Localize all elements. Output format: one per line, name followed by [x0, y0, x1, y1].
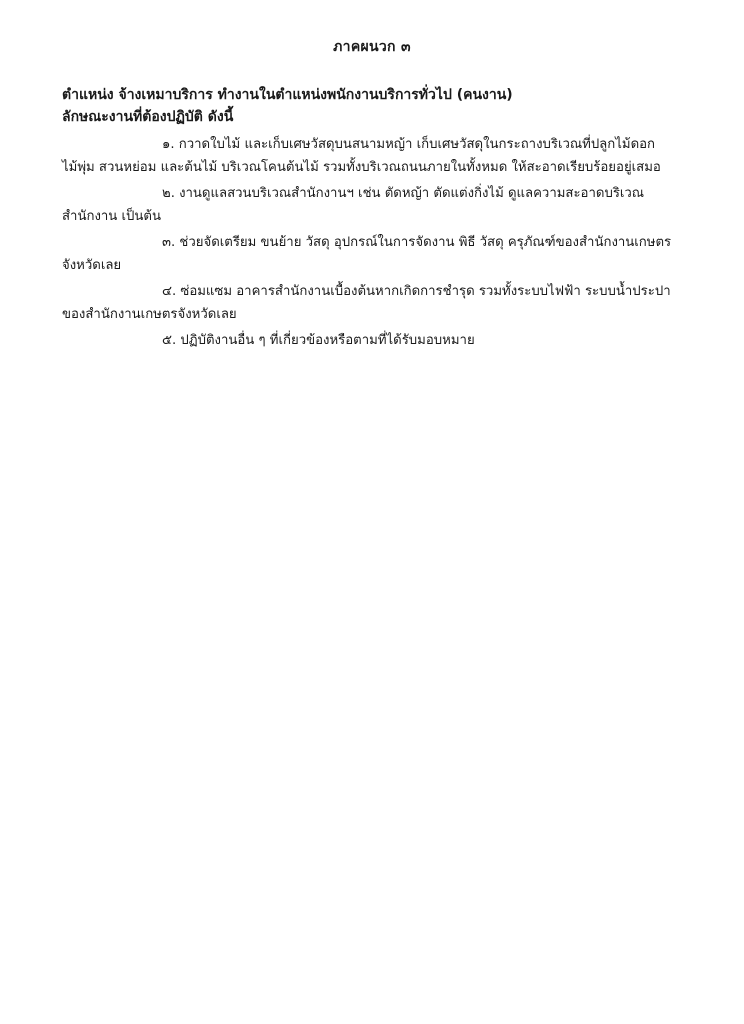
duties-list: [62, 133, 692, 352]
duty-item-1-first-line: ๑. กวาดใบไม้ และเก็บเศษวัสดุบนสนามหญ้า เก็บเศษวัสดุในกระถางบริเวณที่ปลูกไม้ดอก: [162, 137, 656, 152]
duty-item-1-continuation: ไม้พุ่ม สวนหย่อม และต้นไม้ บริเวณโคนต้นไม้ รวมทั้งบริเวณถนนภายในทั้งหมด ให้สะอาดเรียบร้อยอยู่เสมอ: [62, 160, 661, 175]
duty-item-3-continuation: จังหวัดเลย: [62, 258, 122, 273]
duty-item-2: [62, 182, 692, 228]
duty-item-5-first-line: ๕. ปฏิบัติงานอื่น ๆ ที่เกี่ยวข้องหรือตามที่ได้รับมอบหมาย: [162, 333, 475, 348]
duty-item-3-first-line: ๓. ช่วยจัดเตรียม ขนย้าย วัสดุ อุปกรณ์ในการจัดงาน พิธี วัสดุ ครุภัณฑ์ของสำนักงานเกษตร: [162, 235, 672, 250]
duty-item-5: [62, 329, 692, 352]
duty-item-2-first-line: ๒. งานดูแลสวนบริเวณสำนักงานฯ เช่น ตัดหญ้า ตัดแต่งกิ่งไม้ ดูแลความสะอาดบริเวณ: [162, 186, 645, 201]
duty-item-4-first-line: ๔. ซ่อมแซม อาคารสำนักงานเบื้องต้นหากเกิดการชำรุด รวมทั้งระบบไฟฟ้า ระบบน้ำประปา: [162, 284, 671, 299]
duty-item-1: [62, 133, 692, 179]
duty-item-4-continuation: ของสำนักงานเกษตรจังหวัดเลย: [62, 307, 237, 322]
position-title: ตำแหน่ง จ้างเหมาบริการ ทำงานในตำแหน่งพนักงานบริการทั่วไป (คนงาน): [62, 87, 513, 103]
duty-item-4: [62, 280, 692, 326]
appendix-title: ภาคผนวก ๓: [333, 39, 411, 55]
duty-item-2-continuation: สำนักงาน เป็นต้น: [62, 209, 161, 224]
duty-item-3: [62, 231, 692, 277]
duties-heading: ลักษณะงานที่ต้องปฏิบัติ ดังนี้: [62, 109, 234, 125]
